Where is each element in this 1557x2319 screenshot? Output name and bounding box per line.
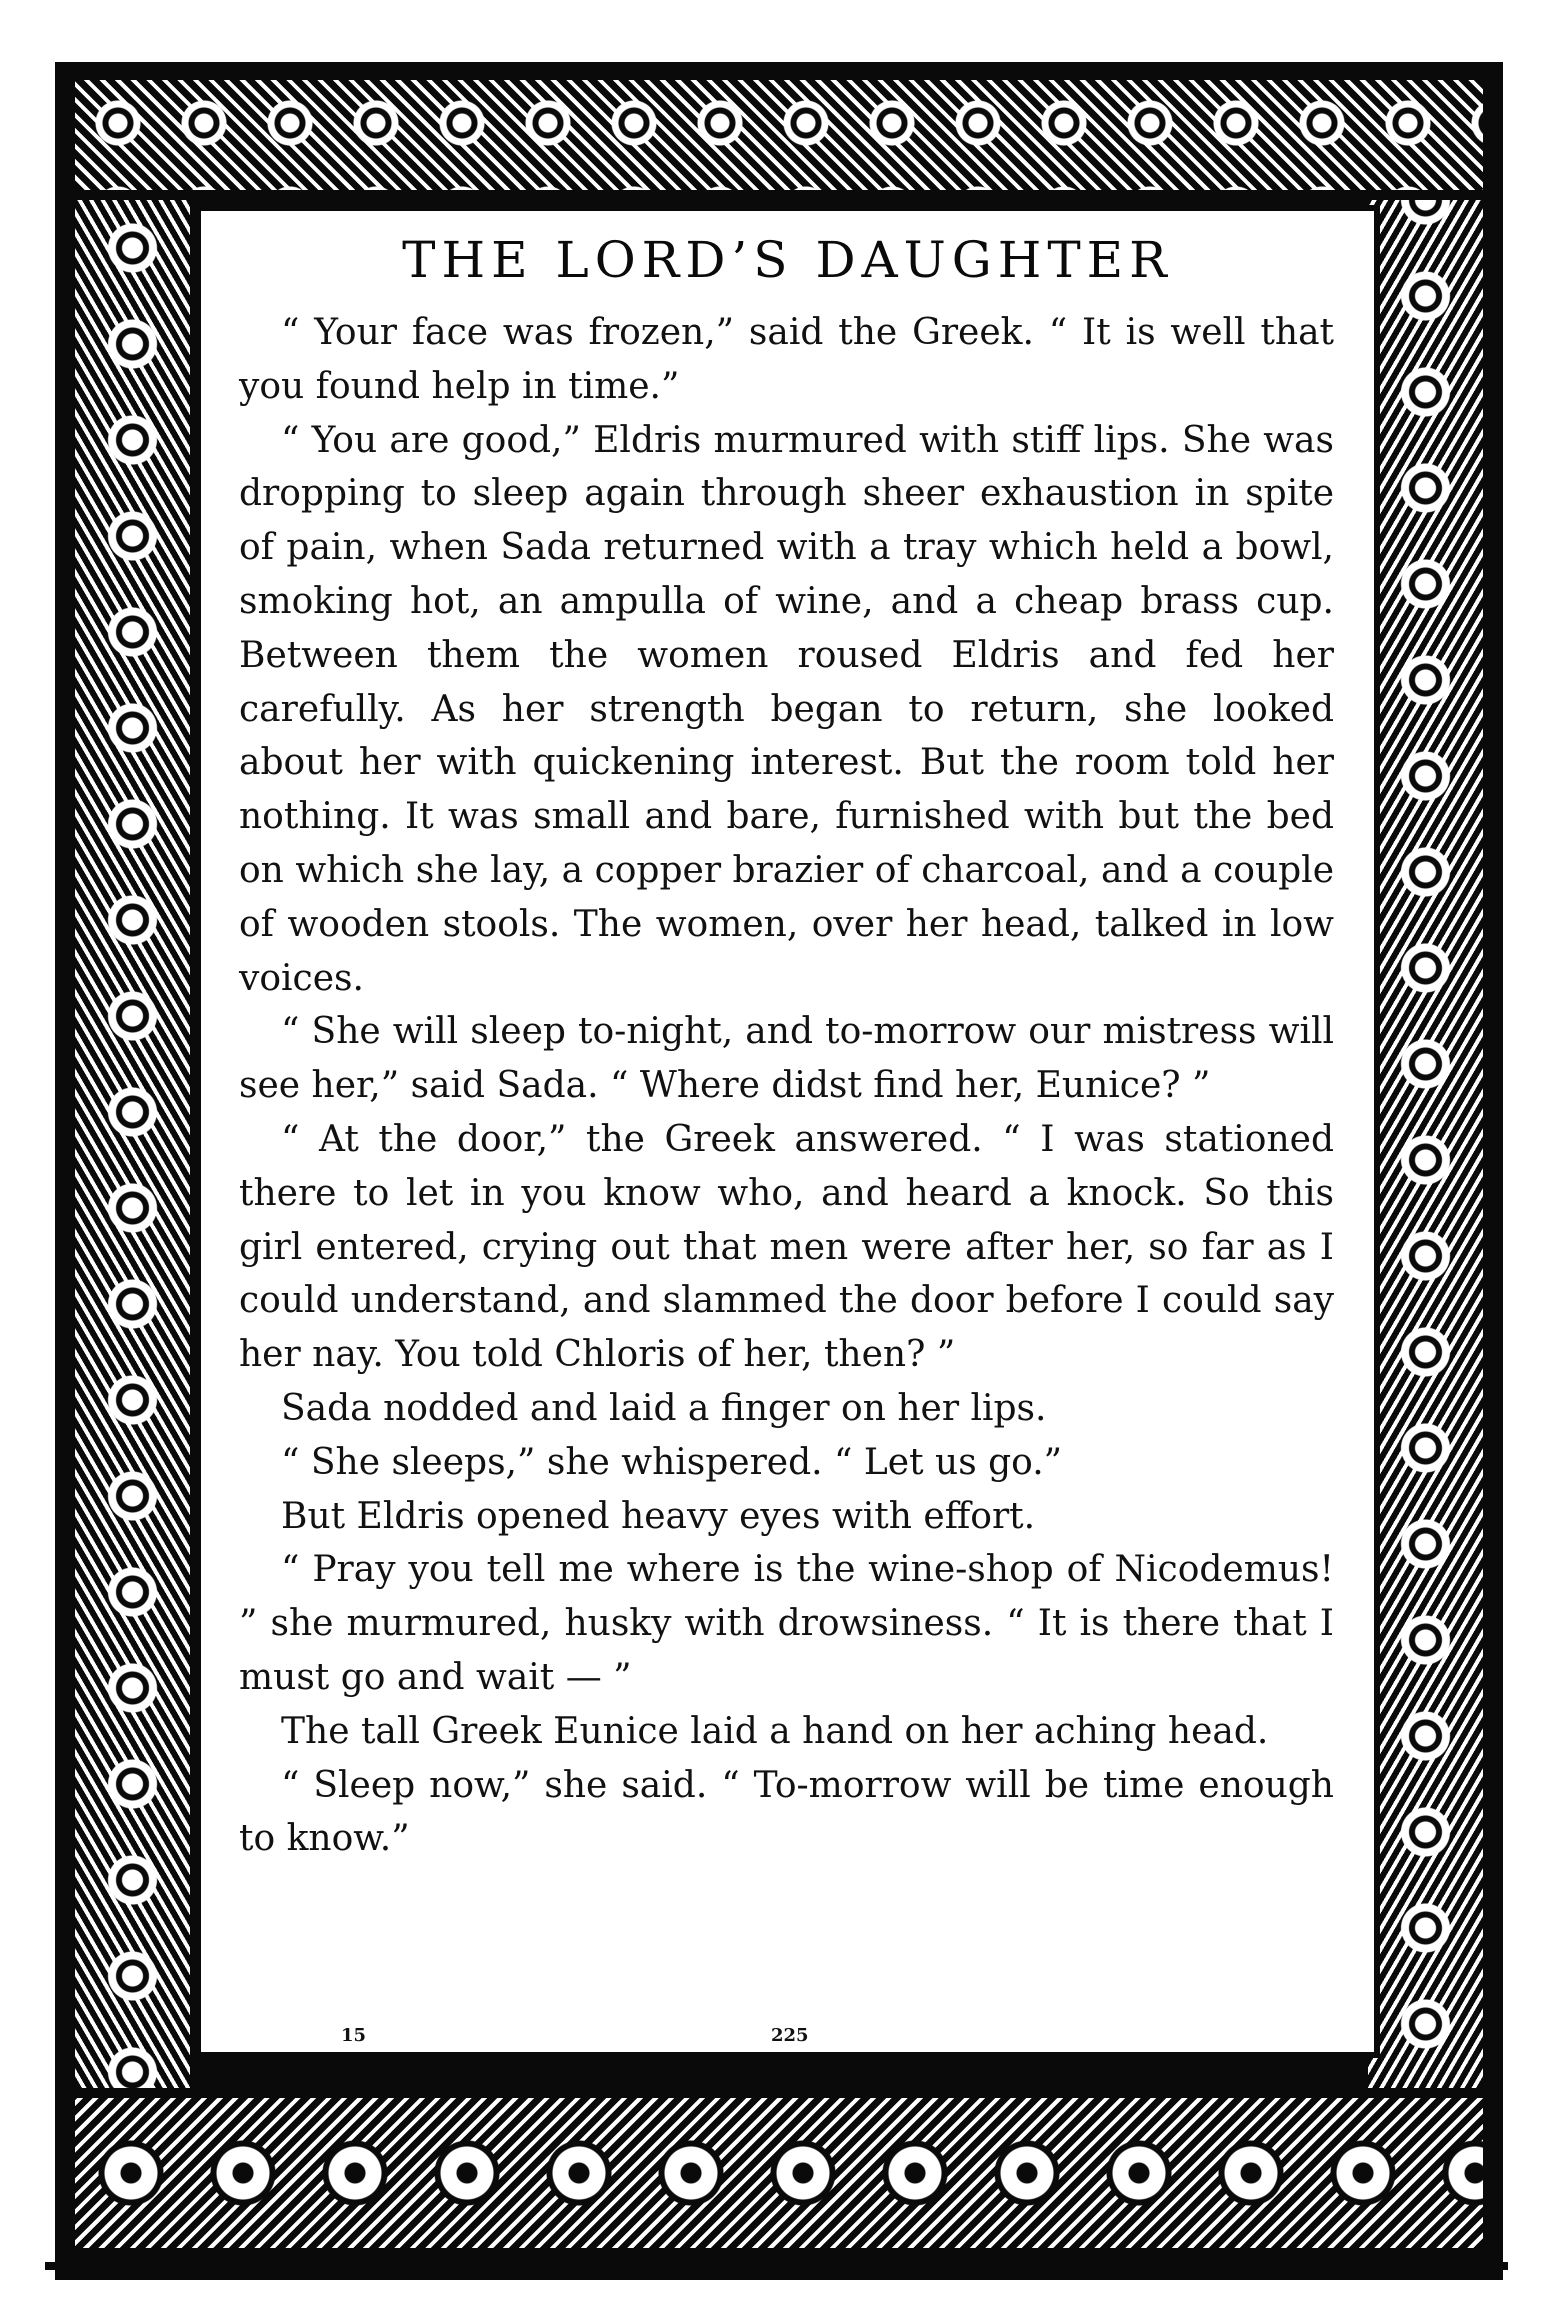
- paragraph: “ At the door,” the Greek answered. “ I was stationed there to let in you know who, and heard a knock. So this girl entered, crying out that men were after her, so far as I could understand, and slammed the door before I could say her nay. You told Chloris of her, then? ”: [239, 1118, 1334, 1376]
- signature-mark: 15: [341, 2025, 367, 2046]
- right-ornament-band: [1368, 200, 1483, 2088]
- paragraph: “ Pray you tell me where is the wine-shop of Nicodemus! ” she murmured, husky with drowsiness. “ It is there that I must go and wait — ”: [239, 1549, 1334, 1698]
- top-ornament-band: [75, 80, 1483, 190]
- left-ornament-band: [75, 200, 190, 2088]
- page-number: 225: [771, 2025, 809, 2046]
- bottom-rule: [45, 2262, 1508, 2270]
- paragraph: Sada nodded and laid a finger on her lips.: [281, 1387, 1047, 1429]
- text-panel: [195, 205, 1380, 2058]
- bottom-ornament-band: [75, 2098, 1483, 2248]
- paragraph: “ You are good,” Eldris murmured with stiff lips. She was dropping to sleep again through sheer exhaustion in spite of pain, when Sada returned with a tray which held a bowl, smoking hot, an ampulla of wine, and a cheap brass cup. Between them the women roused Eldris and fed her carefully. As her strength began to return, she looked about her with quickening interest. But the room told her nothing. It was small and bare, furnished with but the bed on which she lay, a copper brazier of charcoal, and a couple of wooden stools. The women, over her head, talked in low voices.: [239, 419, 1334, 999]
- paragraph: “ Your face was frozen,” said the Greek. “ It is well that you found help in time.”: [239, 312, 1334, 407]
- paragraph: But Eldris opened heavy eyes with effort.: [281, 1495, 1036, 1537]
- page-title: THE LORD’S DAUGHTER: [402, 231, 1173, 289]
- paragraph: The tall Greek Eunice laid a hand on her aching head.: [281, 1710, 1269, 1752]
- body-text: [239, 306, 1334, 1866]
- paragraph: “ She sleeps,” she whispered. “ Let us go.”: [281, 1441, 1063, 1483]
- paragraph: “ She will sleep to-night, and to-morrow our mistress will see her,” said Sada. “ Where didst find her, Eunice? ”: [239, 1011, 1334, 1107]
- paragraph: “ Sleep now,” she said. “ To-morrow will be time enough to know.”: [239, 1764, 1334, 1860]
